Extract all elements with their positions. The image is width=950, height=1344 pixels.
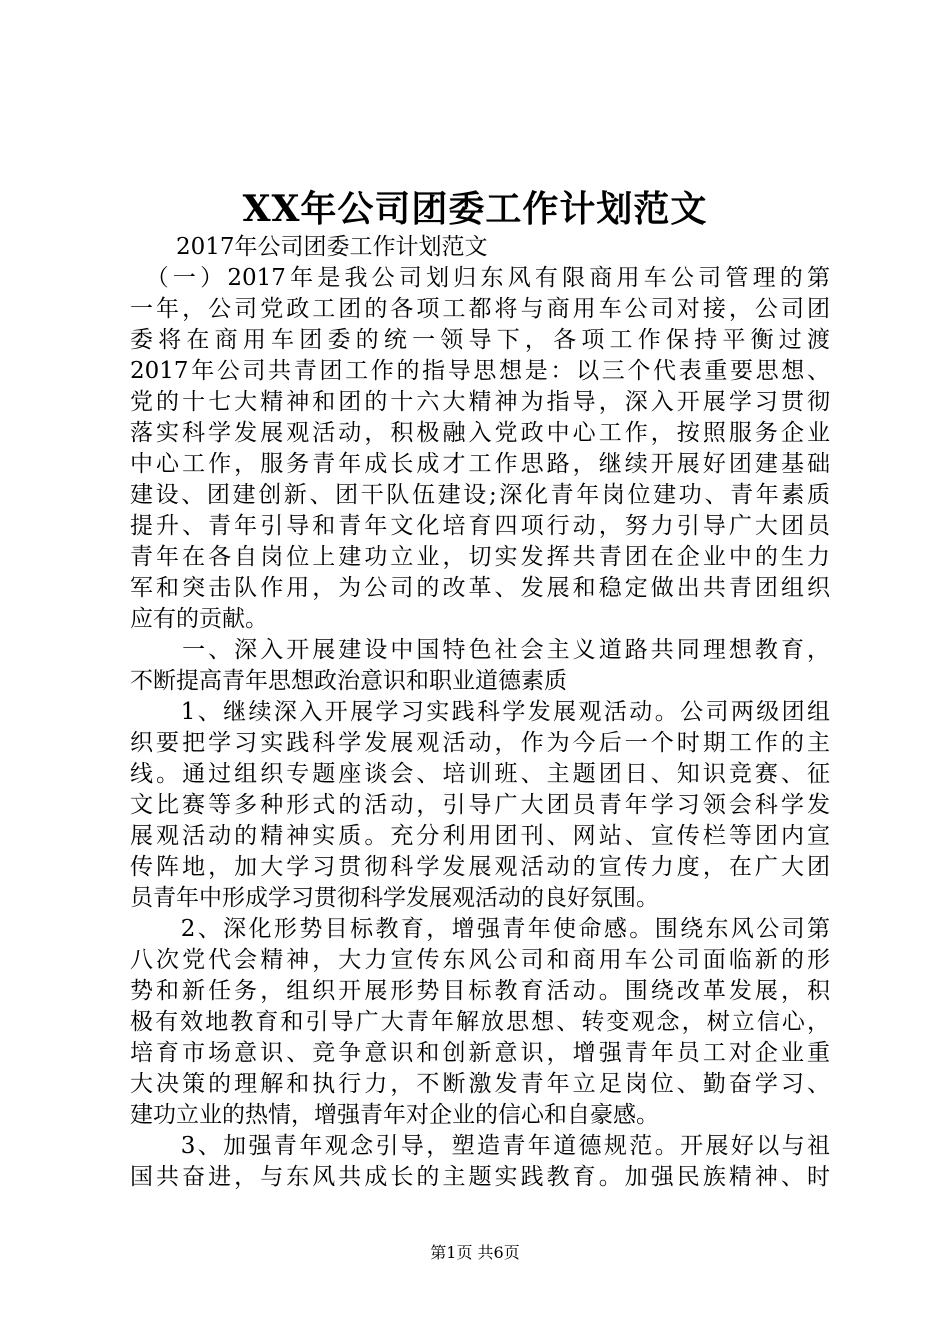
body-line: 党的十七大精神和团的十六大精神为指导，深入开展学习贯彻 — [130, 389, 830, 415]
body-line: 1、继续深入开展学习实践科学发展观活动。公司两级团组 — [130, 699, 830, 725]
body-line: 委将在商用车团委的统一领导下，各项工作保持平衡过渡 — [130, 327, 830, 353]
body-line: 建功立业的热情，增强青年对企业的信心和自豪感。 — [130, 1102, 659, 1128]
body-line: 一年，公司党政工团的各项工都将与商用车公司对接，公司团 — [130, 296, 830, 322]
body-line: 八次党代会精神，大力宣传东风公司和商用车公司面临新的形 — [130, 947, 830, 973]
body-line: 青年在各自岗位上建功立业，切实发挥共青团在企业中的生力 — [130, 544, 830, 570]
body-line: 极有效地教育和引导广大青年解放思想、转变观念，树立信心， — [130, 1009, 830, 1035]
body-line: 中心工作，服务青年成长成才工作思路，继续开展好团建基础 — [130, 451, 830, 477]
body-line: 员青年中形成学习贯彻科学发展观活动的良好氛围。 — [130, 885, 659, 911]
body-line: 一、深入开展建设中国特色社会主义道路共同理想教育， — [130, 637, 830, 663]
body-line: 应有的贡献。 — [130, 606, 268, 632]
body-line: 线。通过组织专题座谈会、培训班、主题团日、知识竞赛、征 — [130, 761, 830, 787]
body-line: 传阵地，加大学习贯彻科学发展观活动的宣传力度，在广大团 — [130, 854, 830, 880]
body-line: 织要把学习实践科学发展观活动，作为今后一个时期工作的主 — [130, 730, 830, 756]
body-line: 军和突击队作用，为公司的改革、发展和稳定做出共青团组织 — [130, 575, 830, 601]
body-line: 展观活动的精神实质。充分利用团刊、网站、宣传栏等团内宣 — [130, 823, 830, 849]
body-line: 2017年公司团委工作计划范文 — [130, 234, 488, 260]
page-number-footer: 第1页 共6页 — [430, 1243, 520, 1262]
body-line: 文比赛等多种形式的活动，引导广大团员青年学习领会科学发 — [130, 792, 830, 818]
body-line: 国共奋进，与东风共成长的主题实践教育。加强民族精神、时 — [130, 1164, 830, 1190]
body-line: 2、深化形势目标教育，增强青年使命感。围绕东风公司第 — [130, 916, 830, 942]
document-title: XX年公司团委工作计划范文 — [242, 188, 708, 230]
body-line: 不断提高青年思想政治意识和职业道德素质 — [130, 668, 567, 694]
body-line: 势和新任务，组织开展形势目标教育活动。围绕改革发展，积 — [130, 978, 830, 1004]
body-line: （一）2017年是我公司划归东风有限商用车公司管理的第 — [130, 265, 830, 291]
body-line: 大决策的理解和执行力，不断激发青年立足岗位、勤奋学习、 — [130, 1071, 830, 1097]
body-line: 提升、青年引导和青年文化培育四项行动，努力引导广大团员 — [130, 513, 830, 539]
body-line: 3、加强青年观念引导，塑造青年道德规范。开展好以与祖 — [130, 1133, 830, 1159]
body-line: 建设、团建创新、团干队伍建设;深化青年岗位建功、青年素质 — [130, 482, 830, 508]
body-line: 落实科学发展观活动，积极融入党政中心工作，按照服务企业 — [130, 420, 830, 446]
document-body — [130, 232, 830, 1193]
body-line: 培育市场意识、竞争意识和创新意识，增强青年员工对企业重 — [130, 1040, 830, 1066]
body-line: 2017年公司共青团工作的指导思想是：以三个代表重要思想、 — [130, 358, 830, 384]
